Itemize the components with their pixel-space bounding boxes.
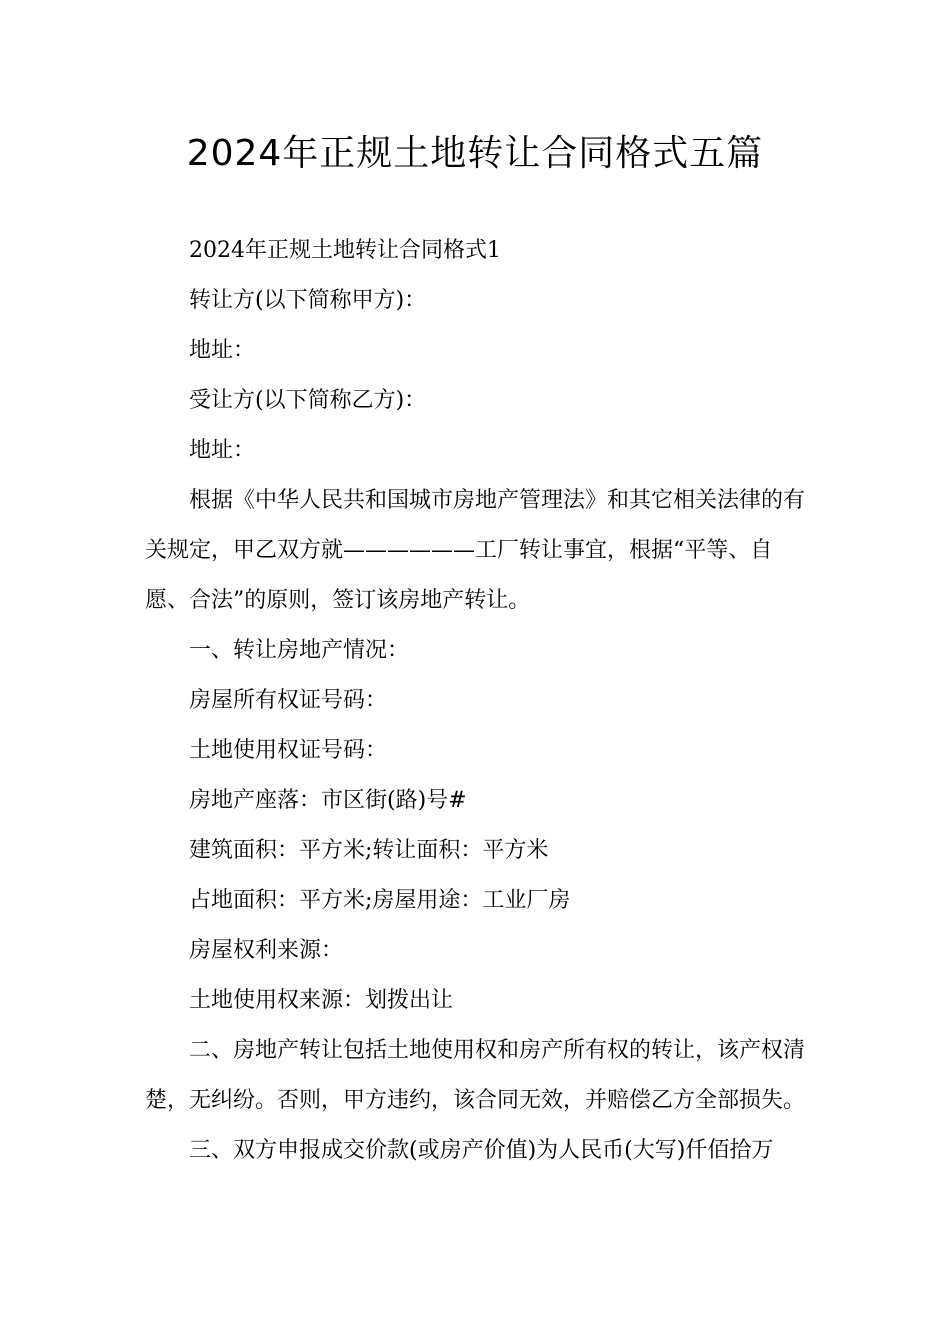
transferor-address: 地址： — [189, 338, 256, 363]
transferee-address: 地址： — [189, 438, 256, 463]
document-title: 2024年正规土地转让合同格式五篇 — [186, 133, 764, 174]
clause-three-paragraph: 三、双方申报成交价款(或房产价值)为人民币(大写)仟佰拾万 — [189, 1138, 774, 1163]
document-body — [145, 226, 810, 1176]
clause-two-paragraph: 二、房地产转让包括土地使用权和房产所有权的转让，该产权清楚，无纠纷。否则，甲方违约，该合同无效，并赔偿乙方全部损失。 — [145, 1038, 806, 1113]
land-rights-source-line: 土地使用权来源：划拨出让 — [189, 988, 454, 1013]
preamble-paragraph: 根据《中华人民共和国城市房地产管理法》和其它相关法律的有关规定，甲乙双方就——————工厂转让事宜，根据“平等、自愿、合法”的原则，签订该房地产转让。 — [145, 488, 806, 613]
section-heading: 2024年正规土地转让合同格式1 — [189, 238, 501, 263]
transferor-label: 转让方(以下简称甲方)： — [189, 288, 427, 313]
house-rights-source-line: 房屋权利来源： — [189, 938, 344, 963]
clause-one-heading: 一、转让房地产情况： — [189, 638, 410, 663]
land-certificate-line: 土地使用权证号码： — [189, 738, 388, 763]
building-area-line: 建筑面积：平方米;转让面积：平方米 — [189, 838, 549, 863]
transferee-label: 受让方(以下简称乙方)： — [189, 388, 427, 413]
land-area-line: 占地面积：平方米;房屋用途：工业厂房 — [189, 888, 571, 913]
location-line: 房地产座落：市区街(路)号# — [189, 788, 467, 813]
house-certificate-line: 房屋所有权证号码： — [189, 688, 388, 713]
